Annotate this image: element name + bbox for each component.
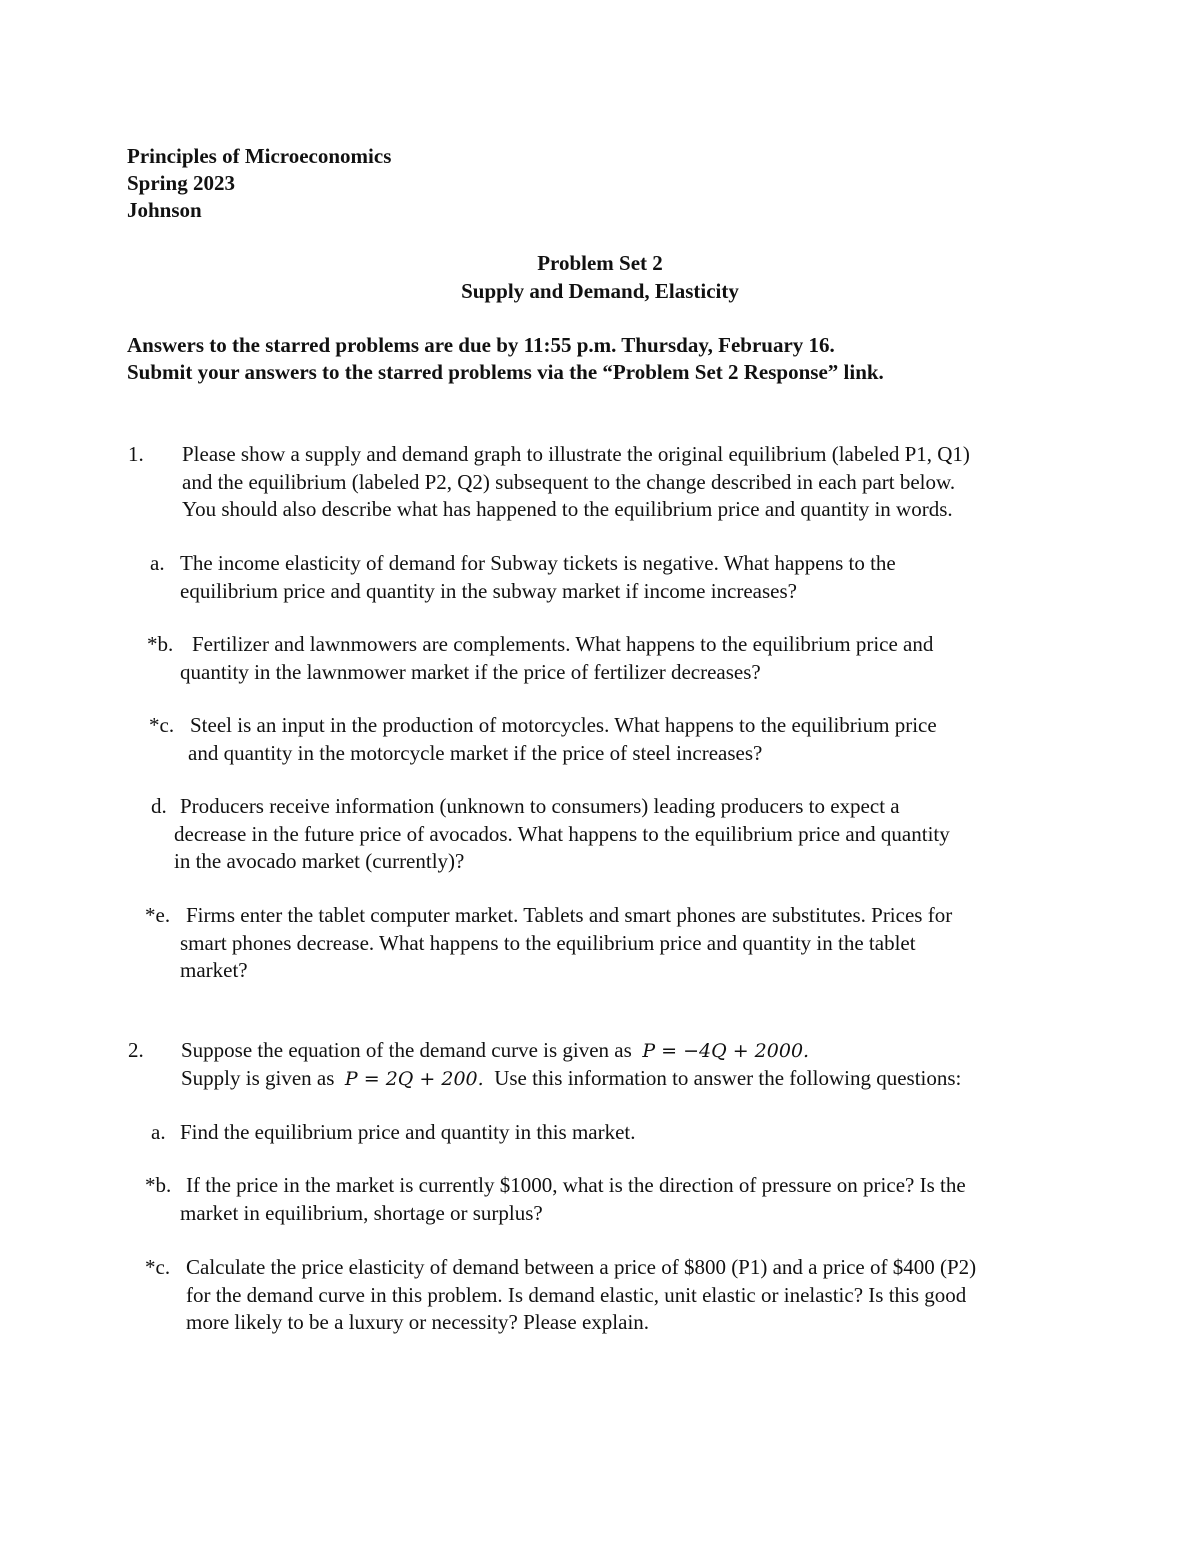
- question-1e-line: Firms enter the tablet computer market. Tablets and smart phones are substitutes. Prices for: [186, 903, 953, 927]
- title-line-2: Supply and Demand, Elasticity: [461, 279, 739, 303]
- question-2-text: [181, 1037, 961, 1092]
- question-1a-label: a.: [150, 551, 165, 575]
- question-1e-text: [180, 902, 953, 985]
- title-line-1: Problem Set 2: [537, 251, 663, 275]
- due-line-1: Answers to the starred problems are due by 11:55 p.m. Thursday, February 16.: [127, 333, 835, 357]
- problem-set-title: [0, 250, 1200, 306]
- question-2-number: 2.: [128, 1038, 144, 1062]
- question-2c-text: [186, 1254, 976, 1337]
- question-1a-line: The income elasticity of demand for Subway tickets is negative. What happens to the: [180, 551, 896, 575]
- question-1a-text: [180, 550, 896, 605]
- question-2a-label: a.: [151, 1120, 166, 1144]
- question-1c-label: *c.: [149, 713, 175, 737]
- question-1e-label: *e.: [145, 903, 171, 927]
- demand-equation: P = −4Q + 2000.: [642, 1040, 810, 1062]
- course-instructor: Johnson: [127, 198, 202, 222]
- due-line-2: Submit your answers to the starred problems via the “Problem Set 2 Response” link.: [127, 360, 884, 384]
- question-2b-label: *b.: [145, 1173, 172, 1197]
- question-1b-label: *b.: [147, 632, 174, 656]
- question-1d-line: decrease in the future price of avocados. What happens to the equilibrium price and quantity: [174, 821, 950, 846]
- question-1c-text: [190, 712, 937, 767]
- course-title: Principles of Microeconomics: [127, 144, 392, 168]
- due-notice: [127, 332, 884, 386]
- question-1d-line: in the avocado market (currently)?: [174, 849, 465, 873]
- question-2a-line: Find the equilibrium price and quantity in this market.: [180, 1120, 636, 1144]
- question-1c-line: and quantity in the motorcycle market if the price of steel increases?: [188, 740, 763, 765]
- question-2c-line: for the demand curve in this problem. Is demand elastic, unit elastic or inelastic? Is this good: [186, 1282, 967, 1307]
- question-1d-text: [174, 793, 950, 876]
- question-1a-line: equilibrium price and quantity in the subway market if income increases?: [180, 578, 797, 603]
- question-2b-line: market in equilibrium, shortage or surplus?: [180, 1200, 543, 1225]
- question-1b-line: quantity in the lawnmower market if the price of fertilizer decreases?: [180, 659, 761, 684]
- question-2c-label: *c.: [145, 1255, 171, 1279]
- question-2a-text: [180, 1119, 636, 1147]
- course-term: Spring 2023: [127, 171, 235, 195]
- question-1-line: and the equilibrium (labeled P2, Q2) subsequent to the change described in each part below.: [182, 469, 956, 494]
- question-1b-text: [180, 631, 934, 686]
- question-2b-line: If the price in the market is currently $1000, what is the direction of pressure on price? Is the: [186, 1173, 966, 1197]
- question-2c-line: more likely to be a luxury or necessity? Please explain.: [186, 1310, 650, 1334]
- question-1e-line: market?: [180, 958, 248, 982]
- question-1e-line: smart phones decrease. What happens to the equilibrium price and quantity in the tablet: [180, 930, 916, 955]
- question-2b-text: [180, 1172, 966, 1227]
- question-1-number: 1.: [128, 442, 144, 466]
- question-2-instruction: Use this information to answer the following questions:: [494, 1065, 962, 1090]
- supply-equation: P = 2Q + 200.: [344, 1067, 484, 1090]
- question-1d-line: Producers receive information (unknown to consumers) leading producers to expect a: [180, 794, 900, 818]
- question-1c-line: Steel is an input in the production of motorcycles. What happens to the equilibrium price: [190, 713, 937, 737]
- question-2-supply-text: Supply is given as: [181, 1065, 335, 1090]
- question-1-line: You should also describe what has happened to the equilibrium price and quantity in words.: [182, 497, 953, 521]
- question-1b-line: Fertilizer and lawnmowers are complements. What happens to the equilibrium price and: [192, 632, 934, 656]
- question-1-line: Please show a supply and demand graph to illustrate the original equilibrium (labeled P1, Q1): [182, 442, 970, 466]
- question-2-demand-text: Suppose the equation of the demand curve is given as: [181, 1038, 632, 1062]
- course-header: [127, 143, 391, 224]
- question-1-text: [182, 441, 970, 524]
- question-1d-label: d.: [151, 794, 167, 818]
- question-2c-line: Calculate the price elasticity of demand between a price of $800 (P1) and a price of $400 (P2): [186, 1255, 977, 1279]
